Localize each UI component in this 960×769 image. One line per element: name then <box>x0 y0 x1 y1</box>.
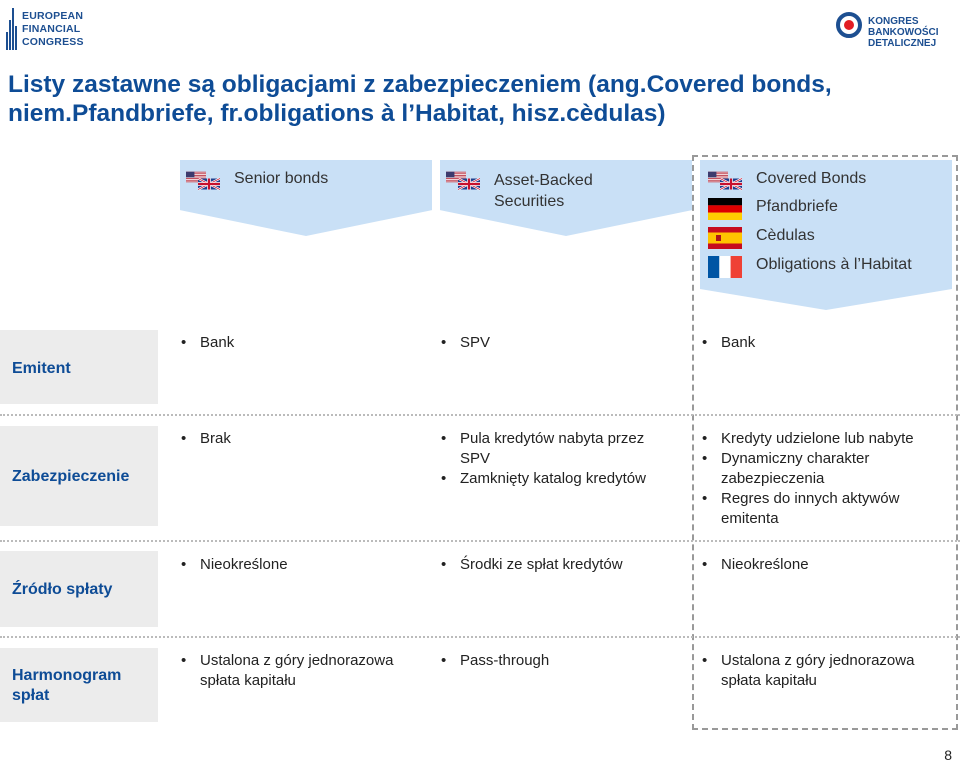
row-separator <box>0 636 960 638</box>
header-cedulas-item <box>708 227 815 249</box>
page-title: Listy zastawne są obligacjami z zabezpieczeniem (ang.Covered bonds, niem.Pfandbriefe, fr.obligations à l’Habitat, hisz.cèdulas) <box>8 71 832 127</box>
header-pfandbriefe-item <box>708 198 838 220</box>
cell-zabezpieczenie-col3: • Kredyty udzielone lub nabyte • Dynamiczny charakter zabezpieczenia • Regres do innych aktywów emitenta <box>699 429 949 529</box>
us-uk-flag-icon <box>446 170 480 192</box>
header-senior-bonds-label: Senior bonds <box>234 170 329 187</box>
row-label-harmonogram: Harmonogram spłat <box>0 648 158 722</box>
header-abs-label: Asset-Backed Securities <box>494 172 593 210</box>
logo-right-text: KONGRES BANKOWOŚCI DETALICZNEJ <box>868 16 939 49</box>
cell-zrodlo-col2: • Środki ze spłat kredytów <box>438 555 688 575</box>
spain-flag-icon <box>708 227 742 249</box>
header-covered-bonds-item <box>708 170 866 192</box>
us-uk-flag-icon <box>708 170 742 192</box>
cell-emitent-col3: • Bank <box>699 333 949 353</box>
header-cedulas-label: Cèdulas <box>756 227 815 244</box>
row-label-emitent: Emitent <box>0 330 158 404</box>
cell-zrodlo-col3: • Nieokreślone <box>699 555 949 575</box>
header-pfandbriefe-label: Pfandbriefe <box>756 198 838 215</box>
header-abs-item <box>446 170 593 212</box>
cell-harmonogram-col2: • Pass-through <box>438 651 688 671</box>
header-covered-bonds-label: Covered Bonds <box>756 170 867 187</box>
european-financial-congress-logo <box>6 4 86 54</box>
header-obligations-item <box>708 256 912 278</box>
kongres-logo-icon <box>836 12 862 38</box>
page-number: 8 <box>944 747 952 763</box>
cell-zabezpieczenie-col2: • Pula kredytów nabyta przez SPV • Zamknięty katalog kredytów <box>438 429 688 489</box>
row-separator <box>0 414 960 416</box>
row-label-zrodlo: Źródło spłaty <box>0 551 158 627</box>
cell-zabezpieczenie-col1: • Brak <box>178 429 428 449</box>
kongres-bankowosci-logo <box>836 8 946 52</box>
logo-left-text: EUROPEAN FINANCIAL CONGRESS <box>22 10 84 48</box>
row-separator <box>0 540 960 542</box>
header-obligations-label: Obligations à l’Habitat <box>756 256 912 273</box>
row-label-zabezpieczenie: Zabezpieczenie <box>0 426 158 526</box>
cell-harmonogram-col3: • Ustalona z góry jednorazowa spłata kapitału <box>699 651 949 691</box>
germany-flag-icon <box>708 198 742 220</box>
logo-bars-icon <box>6 8 18 50</box>
france-flag-icon <box>708 256 742 278</box>
cell-harmonogram-col1: • Ustalona z góry jednorazowa spłata kapitału <box>178 651 428 691</box>
header-senior-bonds-item <box>186 170 328 192</box>
cell-emitent-col2: • SPV <box>438 333 688 353</box>
us-uk-flag-icon <box>186 170 220 192</box>
cell-zrodlo-col1: • Nieokreślone <box>178 555 428 575</box>
cell-emitent-col1: • Bank <box>178 333 428 353</box>
